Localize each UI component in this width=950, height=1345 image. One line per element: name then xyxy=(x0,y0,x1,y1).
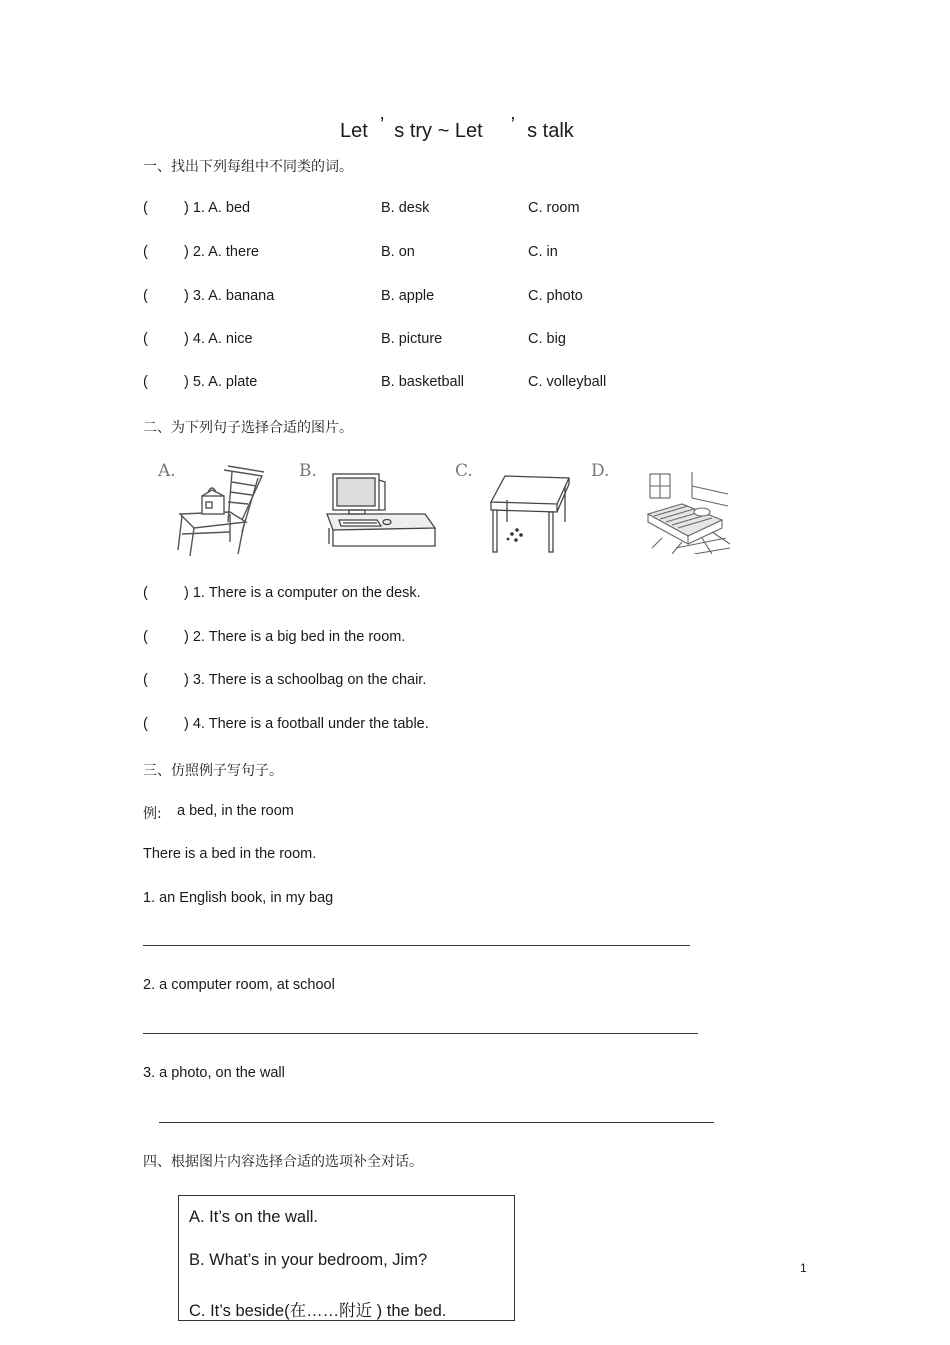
sentence-text: ) 2. There is a big bed in the room. xyxy=(184,629,406,645)
question-option-b: B. on xyxy=(381,244,415,260)
answer-line[interactable] xyxy=(159,1122,714,1123)
title-apostrophe-2: ’ xyxy=(510,114,516,136)
sentence-text: ) 1. There is a computer on the desk. xyxy=(184,585,421,601)
sentence-text: ) 4. There is a football under the table. xyxy=(184,716,429,732)
picture-label-b: B. xyxy=(299,461,317,481)
answer-paren: ( xyxy=(143,629,148,645)
writing-prompt: 3. a photo, on the wall xyxy=(143,1065,285,1081)
section2-heading: 二、为下列句子选择合适的图片。 xyxy=(143,420,353,436)
answer-paren: ( xyxy=(143,672,148,688)
title-part-1: Let xyxy=(340,120,368,142)
question-option-c: C. photo xyxy=(528,288,583,304)
answer-paren: ( xyxy=(143,288,148,304)
question-option-c: C. big xyxy=(528,331,566,347)
chair-with-schoolbag-icon xyxy=(172,462,267,558)
question-option-b: B. basketball xyxy=(381,374,465,390)
question-option-c: C. in xyxy=(528,244,558,260)
answer-paren: ( xyxy=(143,585,148,601)
question-option-a: ) 2. A. there xyxy=(184,244,259,260)
question-option-c: C. volleyball xyxy=(528,374,607,390)
question-option-a: ) 5. A. plate xyxy=(184,374,258,390)
sentence-text: ) 3. There is a schoolbag on the chair. xyxy=(184,672,427,688)
question-option-a: ) 1. A. bed xyxy=(184,200,251,216)
table-with-football-icon xyxy=(485,470,575,556)
computer-on-desk-icon xyxy=(325,470,437,550)
question-option-b: B. picture xyxy=(381,331,443,347)
answer-paren: ( xyxy=(143,716,148,732)
bed-in-room-icon xyxy=(642,468,732,554)
picture-label-d: D. xyxy=(591,461,610,481)
answer-paren: ( xyxy=(143,244,148,260)
question-option-a: ) 4. A. nice xyxy=(184,331,253,347)
page-number: 1 xyxy=(800,1261,807,1275)
title-part-3: s talk xyxy=(527,120,574,142)
question-option-b: B. desk xyxy=(381,200,430,216)
section3-heading: 三、仿照例子写句子。 xyxy=(143,763,283,779)
answer-line[interactable] xyxy=(143,1033,698,1034)
question-option-b: B. apple xyxy=(381,288,435,304)
answer-paren: ( xyxy=(143,374,148,390)
option-b: B. What’s in your bedroom, Jim? xyxy=(189,1251,428,1269)
question-option-a: ) 3. A. banana xyxy=(184,288,275,304)
answer-paren: ( xyxy=(143,200,148,216)
picture-label-c: C. xyxy=(455,461,473,481)
example-answer: There is a bed in the room. xyxy=(143,846,317,862)
question-option-c: C. room xyxy=(528,200,580,216)
section1-heading: 一、找出下列每组中不同类的词。 xyxy=(143,159,353,175)
writing-prompt: 2. a computer room, at school xyxy=(143,977,335,993)
example-prompt: a bed, in the room xyxy=(177,803,294,819)
title-apostrophe-1: ’ xyxy=(379,114,385,136)
picture-label-a: A. xyxy=(158,461,176,481)
options-box xyxy=(178,1195,515,1321)
page-title xyxy=(340,114,574,143)
option-a: A. It’s on the wall. xyxy=(189,1208,319,1226)
example-label: 例: xyxy=(143,806,162,822)
section4-heading: 四、根据图片内容选择合适的选项补全对话。 xyxy=(143,1154,423,1170)
option-c: C. It’s beside(在……附近 ) the bed. xyxy=(189,1302,447,1320)
answer-line[interactable] xyxy=(143,945,690,946)
title-part-2: s try ~ Let xyxy=(394,120,483,142)
writing-prompt: 1. an English book, in my bag xyxy=(143,890,334,906)
answer-paren: ( xyxy=(143,331,148,347)
